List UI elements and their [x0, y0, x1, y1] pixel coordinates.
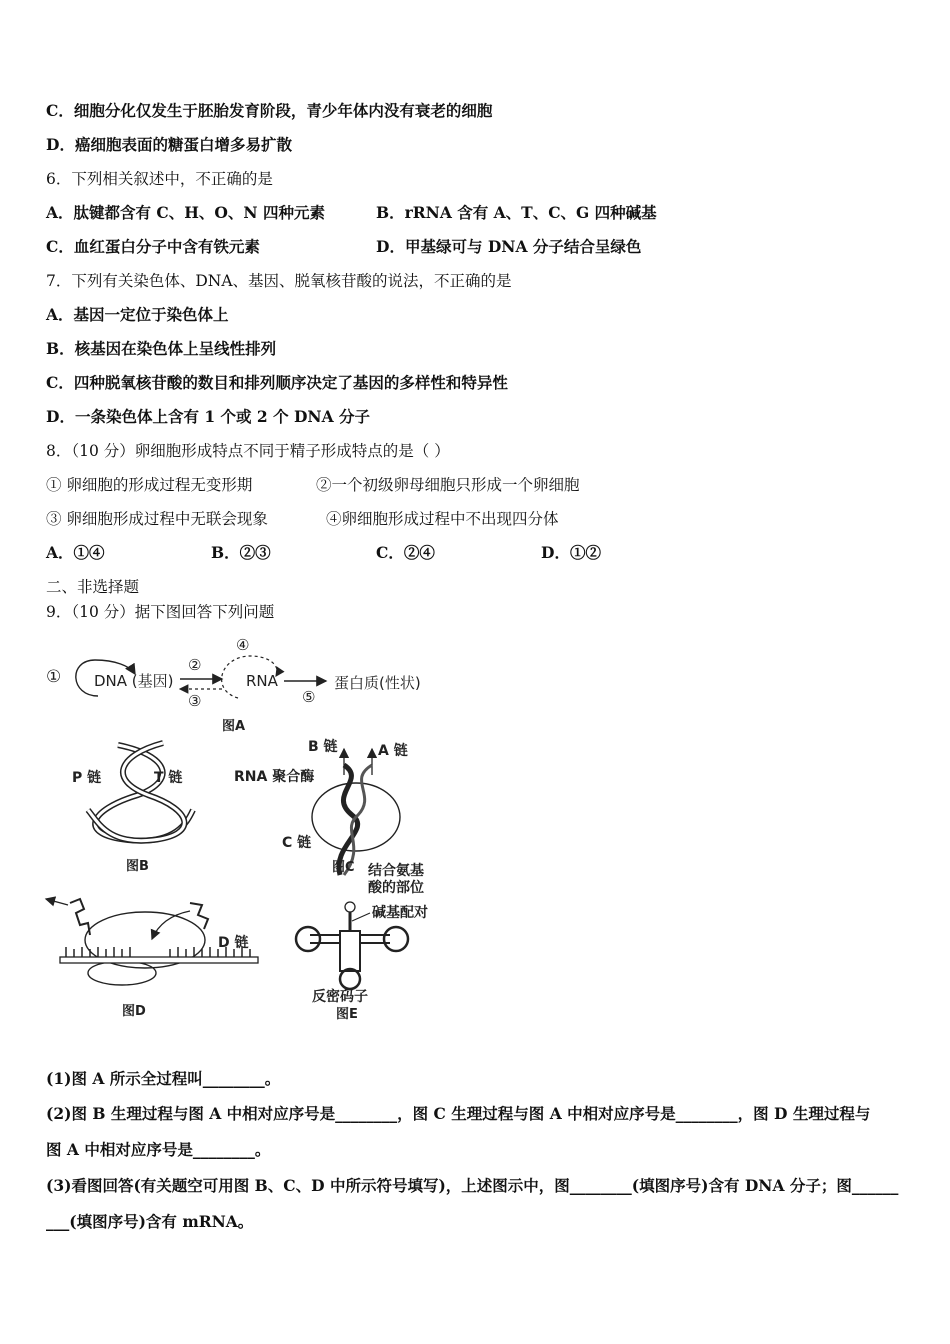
fig-e-label-anticodon: 反密码子 — [312, 989, 368, 1005]
q7-option-c: C．四种脱氧核苷酸的数目和排列顺序决定了基因的多样性和特异性 — [46, 373, 508, 392]
q8-statement-2: ②一个初级卵母细胞只形成一个卵细胞 — [316, 476, 580, 494]
q7-stem: 7．下列有关染色体、DNA、基因、脱氧核苷酸的说法，不正确的是 — [46, 272, 512, 290]
q8-statement-3: ③ 卵细胞形成过程中无联会现象 — [46, 510, 268, 528]
fig-b-caption: 图B — [126, 859, 149, 874]
q6-option-c: C．血红蛋白分子中含有铁元素 — [46, 237, 260, 256]
fig-a-label-3: ③ — [188, 692, 202, 710]
q9-part-2-line-1: (2)图 B 生理过程与图 A 中相对应序号是________，图 C 生理过程与图 A 中相对应序号是________，图 D 生理过程与 — [46, 1104, 871, 1123]
q7-option-d: D．一条染色体上含有 1 个或 2 个 DNA 分子 — [46, 407, 371, 426]
fig-d-exit-arrow — [46, 899, 68, 905]
fig-d-mrna — [60, 957, 258, 963]
fig-e-amino-site — [345, 902, 355, 912]
fig-d-trna-right — [190, 903, 208, 929]
q8-option-b: B．②③ — [211, 543, 271, 562]
fig-c-label-b: B 链 — [308, 739, 338, 755]
fig-c-label-pol: RNA 聚合酶 — [234, 769, 315, 785]
q8-option-a: A．①④ — [46, 543, 105, 562]
fig-c-label-c: C 链 — [282, 835, 312, 851]
q6-option-b: B．rRNA 含有 A、T、C、G 四种碱基 — [376, 203, 657, 222]
q8-option-d: D．①② — [541, 543, 601, 562]
q5-option-d: D．癌细胞表面的糖蛋白增多易扩散 — [46, 135, 292, 154]
fig-a-caption: 图A — [222, 719, 246, 734]
fig-e-label-top-2: 酸的部位 — [368, 880, 424, 896]
q8-statement-4: ④卵细胞形成过程中不出现四分体 — [326, 510, 559, 528]
q8-stem: 8．（10 分）卵细胞形成特点不同于精子形成特点的是（ ） — [46, 442, 450, 460]
fig-b-label-p: P 链 — [72, 770, 102, 786]
fig-e-caption: 图E — [336, 1007, 358, 1022]
fig-a-protein: 蛋白质(性状) — [334, 674, 421, 692]
q6-option-d: D．甲基绿可与 DNA 分子结合呈绿色 — [376, 237, 642, 256]
fig-d-trna-left — [70, 899, 90, 935]
fig-b-label-t: T 链 — [154, 770, 183, 786]
q6-stem: 6．下列相关叙述中，不正确的是 — [46, 170, 273, 188]
fig-e-d-loop — [296, 927, 320, 951]
q9-part-3-line-1: (3)看图回答(有关题空可用图 B、C、D 中所示符号填写)，上述图示中，图________(填图序号)含有 DNA 分子；图______ — [46, 1176, 899, 1195]
figure-e — [290, 855, 440, 1025]
q9-stem: 9．（10 分）据下图回答下列问题 — [46, 603, 275, 621]
q7-option-a: A．基因一定位于染色体上 — [46, 305, 229, 324]
fig-d-ribosome-small — [88, 961, 156, 985]
fig-d-label-d: D 链 — [218, 935, 249, 951]
fig-a-dna: DNA (基因) — [94, 672, 174, 690]
section-heading: 二、非选择题 — [46, 578, 140, 596]
q7-option-b: B．核基因在染色体上呈线性排列 — [46, 339, 277, 358]
fig-e-t-loop — [384, 927, 408, 951]
figure-a — [40, 630, 440, 740]
q6-option-a: A．肽键都含有 C、H、O、N 四种元素 — [46, 203, 325, 222]
q9-part-3-line-2: ___(填图序号)含有 mRNA。 — [46, 1212, 254, 1231]
figure-b — [68, 740, 228, 880]
fig-e-label-pair: 碱基配对 — [372, 905, 428, 921]
q9-part-2-line-2: 图 A 中相对应序号是________。 — [46, 1140, 271, 1159]
fig-a-label-4: ④ — [236, 636, 250, 654]
fig-c-label-a: A 链 — [378, 743, 408, 759]
q9-part-1: (1)图 A 所示全过程叫________。 — [46, 1069, 281, 1088]
fig-c-caption: 图C — [332, 860, 355, 875]
fig-a-label-5: ⑤ — [302, 688, 316, 706]
fig-d-caption: 图D — [122, 1004, 146, 1019]
q8-statement-1: ① 卵细胞的形成过程无变形期 — [46, 476, 253, 494]
figure-d — [40, 895, 265, 1025]
q8-option-c: C．②④ — [376, 543, 435, 562]
fig-a-label-2: ② — [188, 656, 202, 674]
fig-a-label-1: ① — [46, 667, 62, 687]
fig-a-rna: RNA — [246, 672, 278, 690]
q5-option-c: C．细胞分化仅发生于胚胎发育阶段，青少年体内没有衰老的细胞 — [46, 101, 493, 120]
fig-e-label-top-1: 结合氨基 — [368, 863, 424, 879]
